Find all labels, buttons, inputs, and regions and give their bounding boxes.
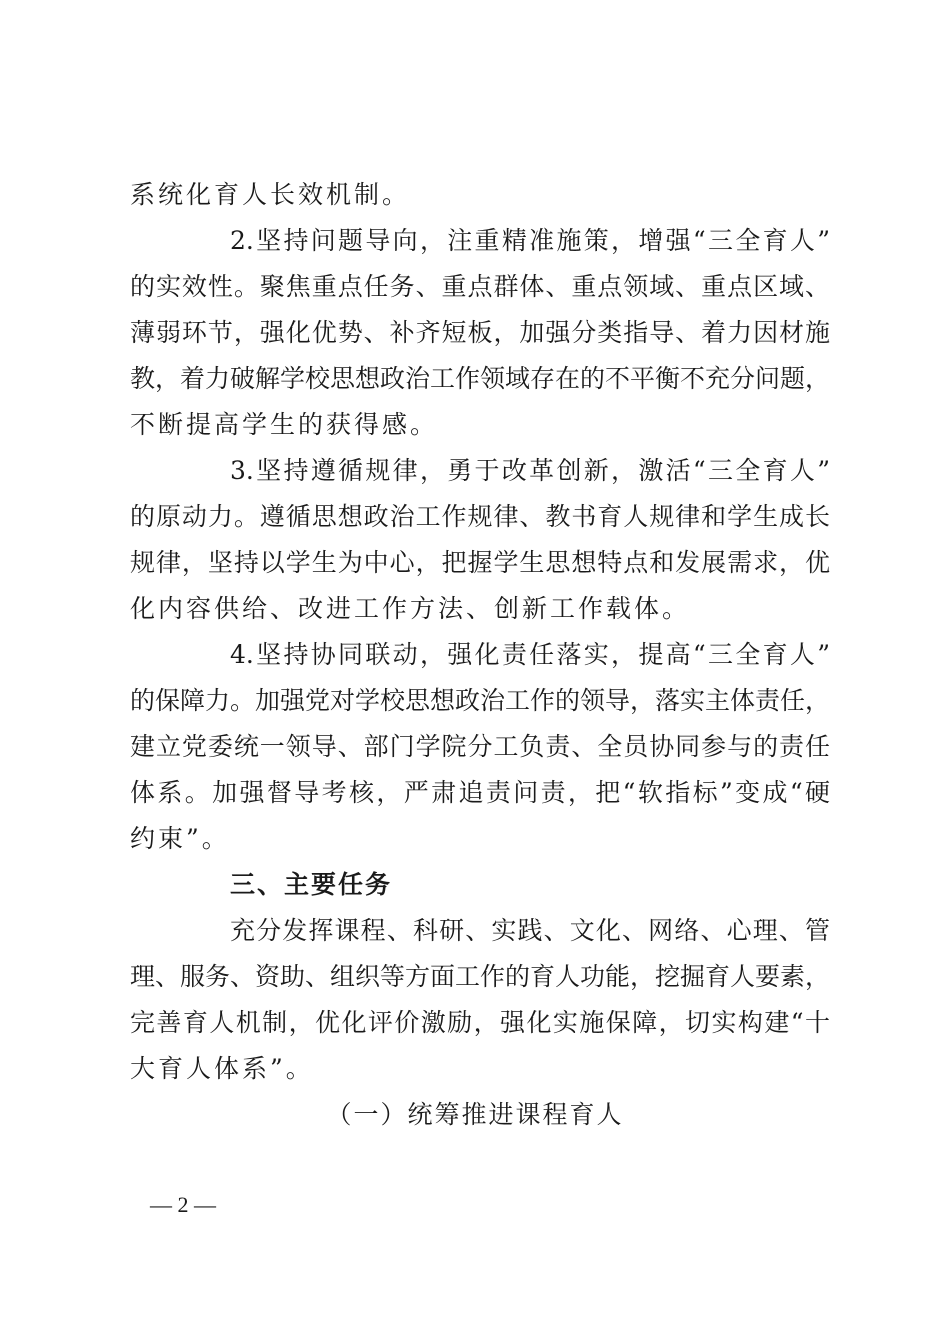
section-heading: 三、主要任务 xyxy=(230,870,393,899)
text-line: 3.坚持遵循规律，勇于改革创新，激活“三全育人” xyxy=(230,456,830,485)
text-line: 规律，坚持以学生为中心，把握学生思想特点和发展需求，优 xyxy=(130,548,830,577)
text-line: 完善育人机制，优化评价激励，强化实施保障，切实构建“十 xyxy=(130,1008,830,1037)
text-line: 的原动力。遵循思想政治工作规律、教书育人规律和学生成长 xyxy=(130,502,830,531)
text-line: 系统化育人长效机制。 xyxy=(130,180,411,209)
text-line: 薄弱环节，强化优势、补齐短板，加强分类指导、着力因材施 xyxy=(130,318,830,347)
text-line: 化内容供给、改进工作方法、创新工作载体。 xyxy=(130,594,691,623)
text-line: 理、服务、资助、组织等方面工作的育人功能，挖掘育人要素， xyxy=(130,962,831,991)
text-line: 建立党委统一领导、部门学院分工负责、全员协同参与的责任 xyxy=(130,732,830,761)
text-line: 充分发挥课程、科研、实践、文化、网络、心理、管 xyxy=(230,916,830,945)
text-line: 4.坚持协同联动，强化责任落实，提高“三全育人” xyxy=(230,640,830,669)
text-line: 体系。加强督导考核，严肃追责问责，把“软指标”变成“硬 xyxy=(130,778,830,807)
text-line: 大育人体系”。 xyxy=(130,1054,314,1083)
text-line: 约束”。 xyxy=(130,824,230,853)
text-line: 的实效性。聚焦重点任务、重点群体、重点领域、重点区域、 xyxy=(130,272,830,301)
text-line: 教，着力破解学校思想政治工作领域存在的不平衡不充分问题， xyxy=(130,364,831,393)
text-line: 不断提高学生的获得感。 xyxy=(130,410,439,439)
page-number: — 2 — xyxy=(150,1192,216,1217)
text-line: 的保障力。加强党对学校思想政治工作的领导，落实主体责任， xyxy=(130,686,831,715)
text-line: 2.坚持问题导向，注重精准施策，增强“三全育人” xyxy=(230,226,830,255)
subsection-heading: （一）统筹推进课程育人 xyxy=(326,1100,624,1129)
